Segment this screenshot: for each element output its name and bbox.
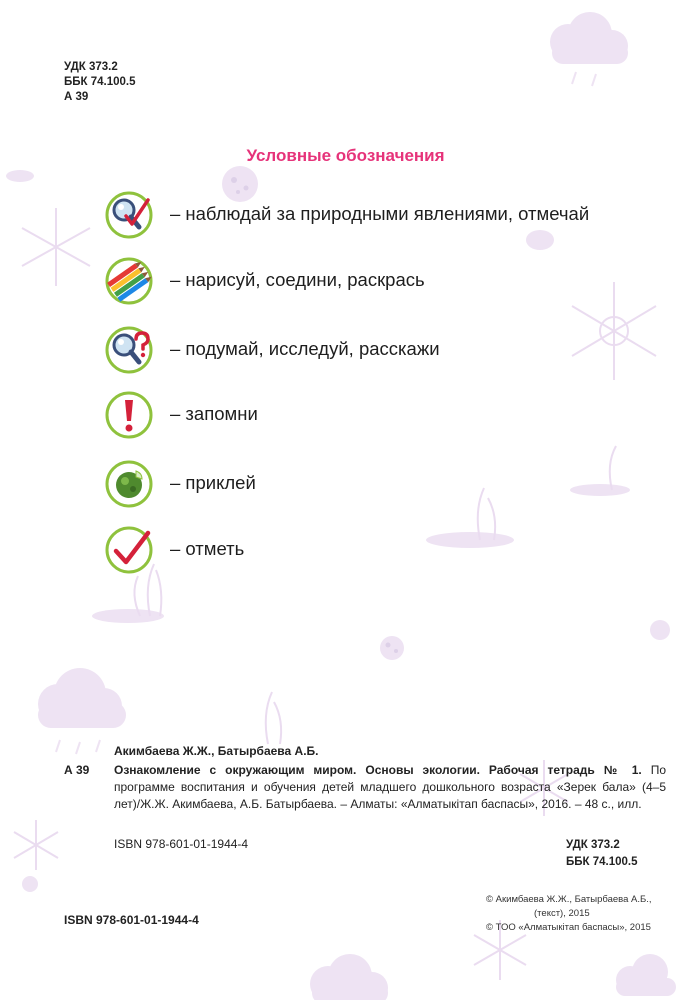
snowflake-decoration (14, 820, 58, 870)
udk-code: УДК 373.2 (64, 61, 118, 73)
catalog-isbn: ISBN 978-601-01-1944-4 (114, 837, 249, 851)
legend-label-think: – подумай, исследуй, расскажи (170, 338, 440, 359)
snowflake-decoration (22, 208, 90, 286)
exclamation-icon (104, 390, 154, 440)
cloud-decoration (38, 668, 126, 728)
catalog-details: По программе воспитания и обучения детей младшего дошкольного возраста «Зерек бала» (4–5 лет)/Ж.Ж. Акимбаева, А.Б. Батырбаева. – Алматы: «Алматыкітап баспасы», 2016. – 48 с., илл. (114, 763, 667, 811)
bbk-code: ББК 74.100.5 (64, 76, 136, 88)
isbn-footer: ISBN 978-601-01-1944-4 (64, 913, 199, 927)
legend-item-draw (104, 256, 664, 306)
catalog-udk: УДК 373.2 (566, 839, 620, 851)
udk-block-top (64, 60, 136, 105)
cloud-decoration (616, 954, 676, 996)
copyright-text-year: (текст), 2015 (534, 908, 590, 919)
legend-label-draw: – нарисуй, соедини, раскрась (170, 269, 425, 290)
legend-label-observe: – наблюдай за природными явлениями, отмечай (170, 203, 590, 224)
legend-label-remember: – запомни (170, 403, 258, 424)
legend-title: Условные обозначения (246, 146, 445, 165)
pencils-icon (104, 256, 154, 306)
checkmark-icon (104, 525, 154, 575)
magnifier-check-icon (104, 190, 154, 240)
copyright-publisher: © ТОО «Алматыкітап баспасы», 2015 (486, 922, 651, 933)
catalog-description (114, 762, 666, 813)
cloud-decoration (550, 12, 628, 64)
legend-item-stick (104, 459, 664, 509)
legend-item-remember (104, 390, 664, 440)
copyright-authors: © Акимбаева Ж.Ж., Батырбаева А.Б., (486, 894, 652, 905)
catalog-code: А 39 (64, 763, 90, 777)
sticker-icon (104, 459, 154, 509)
copyright-block (486, 893, 668, 935)
catalog-bbk: ББК 74.100.5 (566, 856, 638, 868)
legend-item-observe (104, 190, 664, 240)
legend-label-mark: – отметь (170, 538, 245, 559)
magnifier-question-icon (104, 325, 154, 375)
legend-item-think (104, 325, 664, 375)
catalog-authors: Акимбаева Ж.Ж., Батырбаева А.Б. (114, 744, 319, 758)
legend-item-mark (104, 525, 664, 575)
author-code: А 39 (64, 91, 89, 103)
legend-label-stick: – приклей (170, 472, 256, 493)
cloud-decoration (310, 954, 388, 1000)
catalog-classification (566, 837, 638, 871)
catalog-title: Ознакомление с окружающим миром. Основы экологии. Рабочая тетрадь № 1. (114, 763, 642, 777)
